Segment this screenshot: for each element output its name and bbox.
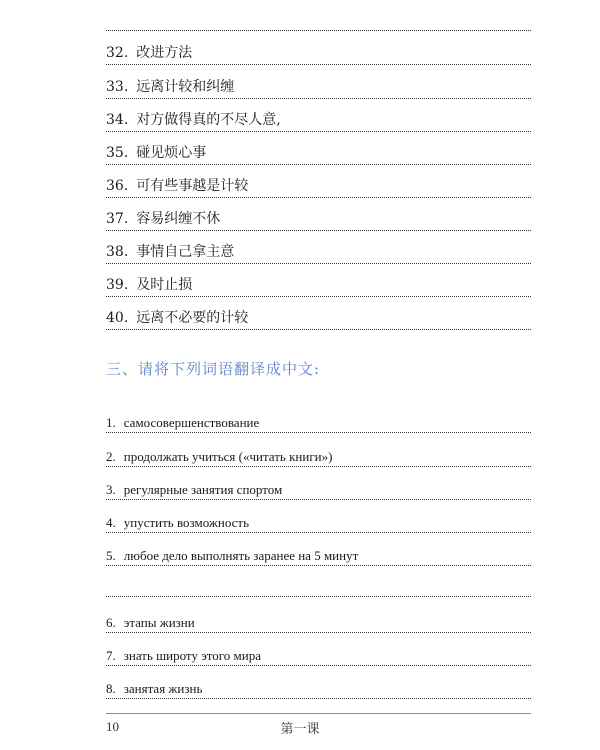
answer-line <box>106 532 531 533</box>
answer-line <box>106 565 531 566</box>
translation-item-2 <box>106 448 531 466</box>
answer-line <box>106 98 531 99</box>
answer-line <box>106 197 531 198</box>
answer-line <box>106 432 531 433</box>
exercise-item-37 <box>106 210 531 228</box>
translation-item-1 <box>106 414 531 432</box>
page-number: 10 <box>106 719 119 734</box>
translation-item-4 <box>106 514 531 532</box>
exercise-item-40 <box>106 309 531 327</box>
item-number: 33. <box>106 79 129 95</box>
answer-line <box>106 296 531 297</box>
item-text: 碰见烦心事 <box>136 145 207 161</box>
answer-line <box>106 263 531 264</box>
item-number: 7. <box>106 648 116 663</box>
item-text: 容易纠缠不休 <box>136 211 221 227</box>
answer-line <box>106 329 531 330</box>
exercise-item-33 <box>106 78 531 96</box>
item-number: 4. <box>106 515 116 530</box>
answer-line <box>106 499 531 500</box>
item-text: знать широту этого мира <box>123 648 261 663</box>
item-number: 3. <box>106 482 116 497</box>
lesson-title: 第一课 <box>280 722 320 737</box>
translation-item-7 <box>106 647 531 665</box>
translation-item-3 <box>106 481 531 499</box>
item-number: 40. <box>106 310 129 326</box>
footer-rule <box>106 713 531 714</box>
exercise-item-34 <box>106 111 531 129</box>
answer-line <box>106 230 531 231</box>
item-text: упустить возможность <box>123 515 250 530</box>
exercise-item-32 <box>106 44 531 62</box>
item-text: 远离不必要的计较 <box>136 310 249 326</box>
translation-item-5 <box>106 547 531 565</box>
item-number: 8. <box>106 681 116 696</box>
item-number: 35. <box>106 145 129 161</box>
answer-line <box>106 466 531 467</box>
item-number: 2. <box>106 449 116 464</box>
item-text: 及时止损 <box>136 277 193 293</box>
answer-line <box>106 131 531 132</box>
exercise-item-36 <box>106 177 531 195</box>
item-number: 32. <box>106 45 129 61</box>
exercise-item-38 <box>106 243 531 261</box>
item-text: занятая жизнь <box>123 681 203 696</box>
answer-line <box>106 30 531 31</box>
item-text: 可有些事越是计较 <box>136 178 249 194</box>
exercise-item-35 <box>106 144 531 162</box>
answer-line <box>106 164 531 165</box>
section-heading: 三、请将下列词语翻译成中文: <box>106 360 321 378</box>
item-number: 37. <box>106 211 129 227</box>
answer-line <box>106 64 531 65</box>
item-text: любое дело выполнять заранее на 5 минут <box>123 548 359 563</box>
item-text: 对方做得真的不尽人意, <box>136 112 281 128</box>
item-text: этапы жизни <box>123 615 195 630</box>
translation-item-8 <box>106 680 531 698</box>
item-number: 39. <box>106 277 129 293</box>
item-text: 改进方法 <box>136 45 193 61</box>
item-number: 1. <box>106 415 116 430</box>
answer-line <box>106 632 531 633</box>
item-number: 5. <box>106 548 116 563</box>
translation-item-6 <box>106 614 531 632</box>
item-number: 36. <box>106 178 129 194</box>
answer-line <box>106 698 531 699</box>
answer-line <box>106 596 531 597</box>
item-text: 远离计较和纠缠 <box>136 79 235 95</box>
item-number: 38. <box>106 244 129 260</box>
answer-line <box>106 665 531 666</box>
item-number: 34. <box>106 112 129 128</box>
item-number: 6. <box>106 615 116 630</box>
item-text: самосовершенствование <box>123 415 260 430</box>
item-text: продолжать учиться («читать книги») <box>123 449 333 464</box>
item-text: регулярные занятия спортом <box>123 482 283 497</box>
exercise-item-39 <box>106 276 531 294</box>
item-text: 事情自己拿主意 <box>136 244 235 260</box>
